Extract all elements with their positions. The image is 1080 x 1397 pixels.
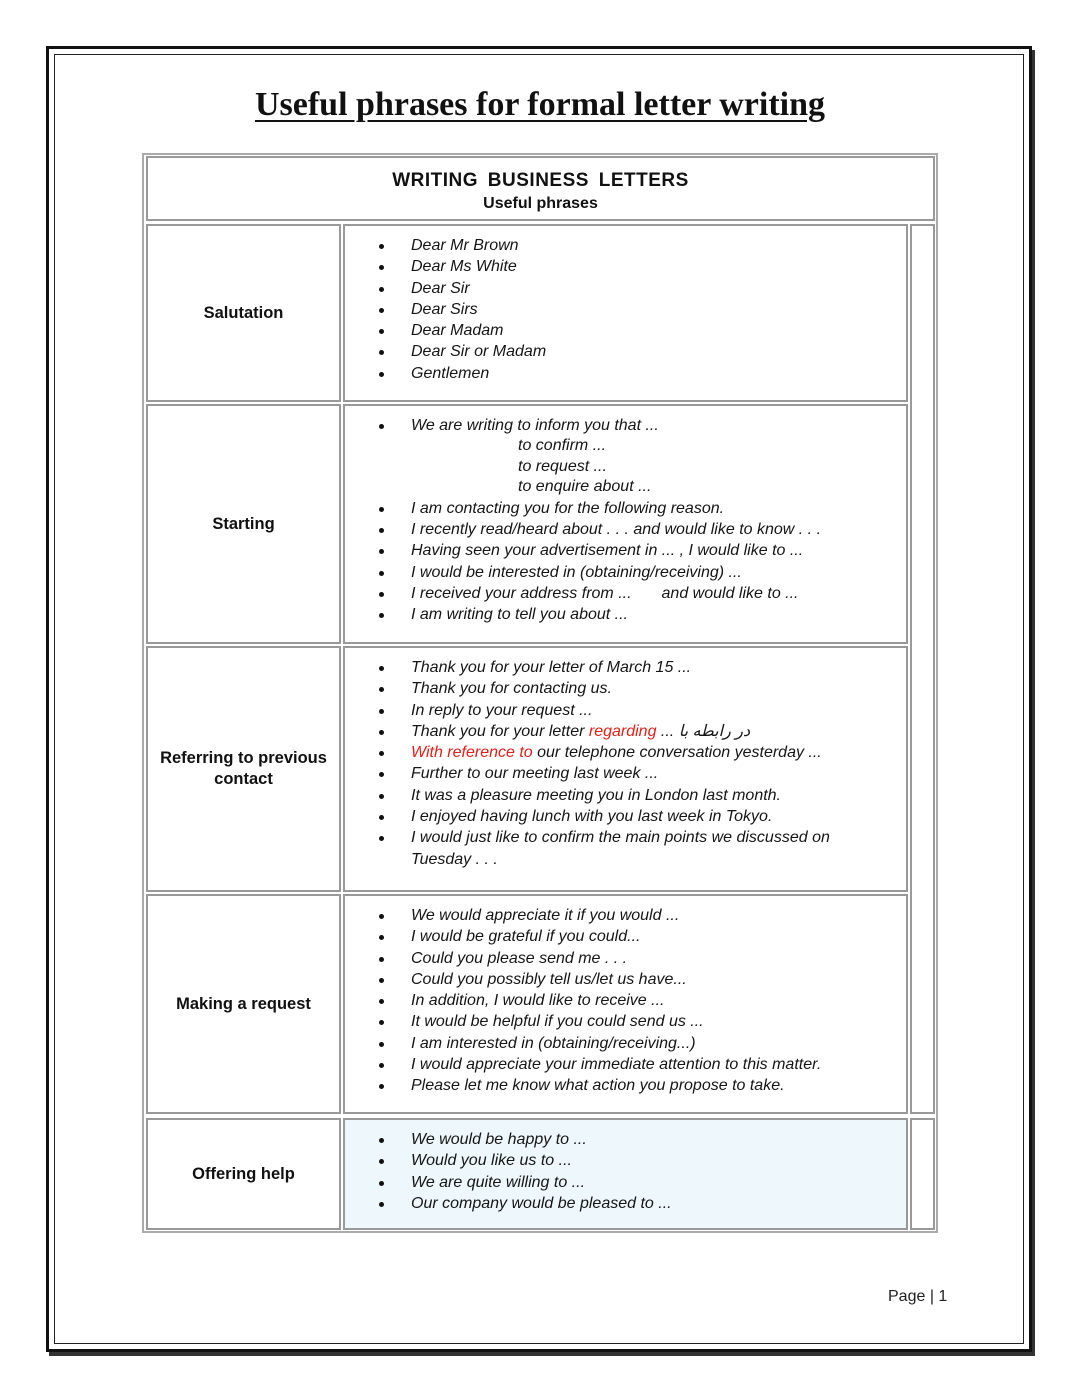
list-item: In reply to your request ... xyxy=(345,700,906,721)
starting-list xyxy=(345,415,906,626)
row-content-salutation xyxy=(343,224,908,402)
list-item: Having seen your advertisement in ... , I would like to ... xyxy=(345,540,906,561)
list-item: Dear Mr Brown xyxy=(345,235,906,256)
list-item-part: Thank you for your letter xyxy=(411,722,589,740)
list-item: Dear Sir or Madam xyxy=(345,341,906,362)
list-item: We are writing to inform you that ... xyxy=(345,415,906,436)
list-item: Could you possibly tell us/let us have... xyxy=(345,969,906,990)
list-item: I am writing to tell you about ... xyxy=(345,604,906,625)
list-item: We are quite willing to ... xyxy=(345,1172,906,1193)
list-item-part: our telephone conversation yesterday ... xyxy=(532,744,822,762)
list-item-part: I received your address from ... xyxy=(411,584,632,602)
offering-label: Offering help xyxy=(192,1164,295,1183)
list-item: I am contacting you for the following reason. xyxy=(345,498,906,519)
highlighted-phrase: With reference to xyxy=(411,744,533,762)
list-item: In addition, I would like to receive ... xyxy=(345,990,906,1011)
request-label: Making a request xyxy=(176,994,311,1013)
row-label-starting xyxy=(146,404,341,644)
row-content-request xyxy=(343,894,908,1114)
list-item: Dear Sir xyxy=(345,278,906,299)
starting-label: Starting xyxy=(212,514,275,533)
list-item: Our company would be pleased to ... xyxy=(345,1193,906,1214)
request-list xyxy=(345,905,906,1097)
salutation-list xyxy=(345,235,906,384)
row-label-referring xyxy=(146,646,341,892)
row-content-referring xyxy=(343,646,908,892)
referring-label: Referring to previous contact xyxy=(160,749,327,788)
list-item: We would appreciate it if you would ... xyxy=(345,905,906,926)
list-item-part: and would like to ... xyxy=(661,584,799,602)
list-item: Would you like us to ... xyxy=(345,1150,906,1171)
list-item: We would be happy to ... xyxy=(345,1129,906,1150)
list-item: I would be interested in (obtaining/receiving) ... xyxy=(345,562,906,583)
highlighted-phrase: regarding xyxy=(588,722,657,740)
list-item: It would be helpful if you could send us ... xyxy=(345,1011,906,1032)
list-item: Gentlemen xyxy=(345,363,906,384)
list-item: Could you please send me . . . xyxy=(345,948,906,969)
row-label-offering xyxy=(146,1118,341,1230)
list-item: Further to our meeting last week ... xyxy=(345,763,906,784)
list-item: Dear Madam xyxy=(345,320,906,341)
list-item: I would appreciate your immediate attention to this matter. xyxy=(345,1054,906,1075)
list-item: I would just like to confirm the main points we discussed on Tuesday . . . xyxy=(345,827,906,870)
table-right-border xyxy=(910,224,935,1114)
list-item-continuation: to confirm ... xyxy=(518,437,607,455)
persian-note: ... در رابطه با xyxy=(656,722,751,740)
table-header-title: WRITING BUSINESS LETTERS xyxy=(392,170,689,191)
salutation-label: Salutation xyxy=(203,303,284,322)
row-label-salutation xyxy=(146,224,341,402)
list-item xyxy=(345,742,906,763)
list-item xyxy=(345,583,906,604)
row-label-request xyxy=(146,894,341,1114)
list-item: Dear Sirs xyxy=(345,299,906,320)
row-content-offering xyxy=(343,1118,908,1230)
list-item-continuation: to enquire about ... xyxy=(518,478,652,496)
referring-list xyxy=(345,657,906,870)
table-header-subtitle: Useful phrases xyxy=(483,195,598,212)
list-item: I recently read/heard about . . . and would like to know . . . xyxy=(345,519,906,540)
table-header xyxy=(146,156,935,221)
list-item: I would be grateful if you could... xyxy=(345,926,906,947)
list-item: I am interested in (obtaining/receiving...) xyxy=(345,1033,906,1054)
page-number: Page | 1 xyxy=(888,1288,948,1305)
list-item: I enjoyed having lunch with you last week in Tokyo. xyxy=(345,806,906,827)
list-item: Thank you for your letter of March 15 ... xyxy=(345,657,906,678)
list-item: Thank you for contacting us. xyxy=(345,678,906,699)
table-right-border xyxy=(910,1118,935,1230)
list-item: Dear Ms White xyxy=(345,256,906,277)
page-title: Useful phrases for formal letter writing xyxy=(254,86,825,123)
list-item-continuation: to request ... xyxy=(518,457,607,475)
list-item: It was a pleasure meeting you in London last month. xyxy=(345,785,906,806)
list-item: Please let me know what action you propose to take. xyxy=(345,1075,906,1096)
row-content-starting xyxy=(343,404,908,644)
list-item xyxy=(345,721,906,742)
offering-list xyxy=(345,1129,906,1214)
